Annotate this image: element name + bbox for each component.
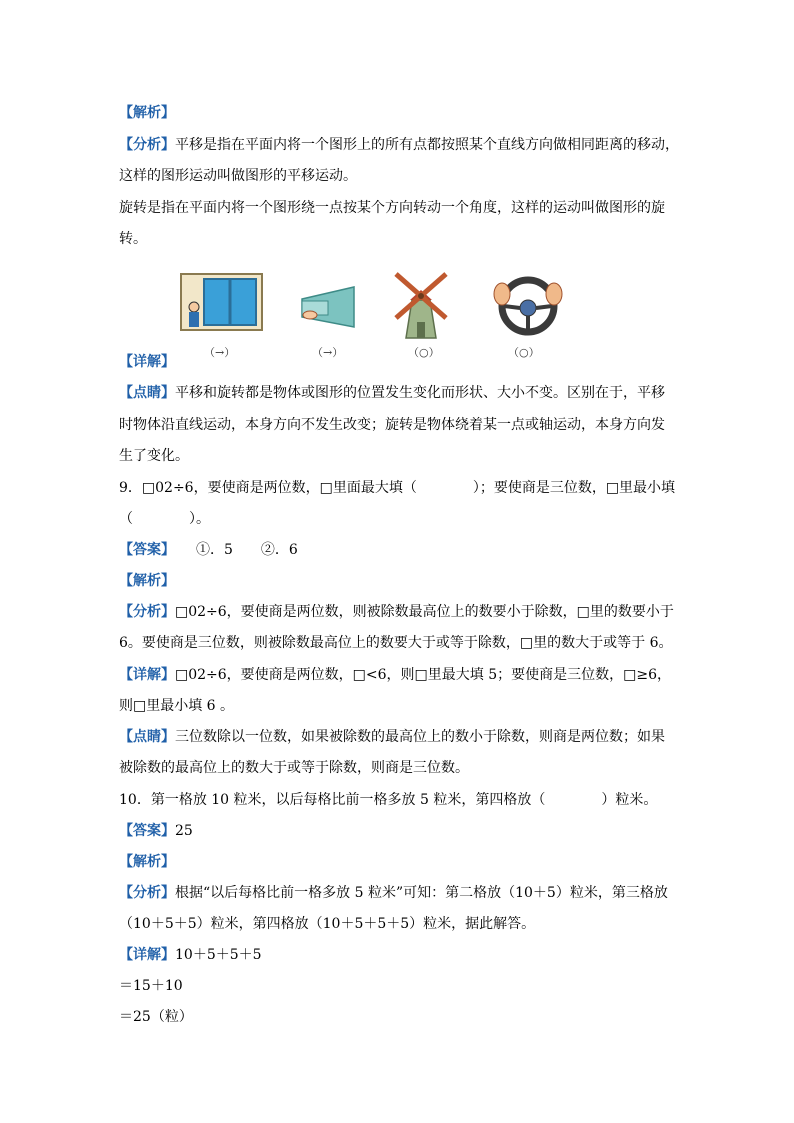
analysis-line-2: [119, 166, 357, 186]
analysis-line-1: [119, 135, 679, 155]
analysis-9-line-2: [119, 633, 673, 653]
text: 9．□02÷6，要使商是两位数，□里面最大填（ ）；要使商是三位数，□里最小填: [119, 480, 676, 496]
section-tag: 【详解】: [119, 667, 175, 683]
text: 旋转是指在平面内将一个图形绕一点按某个方向转动一个角度，这样的运动叫做图形的旋: [119, 200, 665, 216]
wheel-caption: （○）: [508, 346, 540, 359]
text: □02÷6，要使商是两位数，则被除数最高位上的数要小于除数，□里的数要小于: [175, 604, 674, 620]
text: 25: [175, 823, 193, 839]
text: 转。: [119, 231, 147, 247]
text: ＝15＋10: [119, 978, 183, 994]
note-line-1: [119, 383, 665, 403]
answer-10: [119, 821, 193, 841]
analysis-line-4: [119, 229, 147, 249]
analysis-10-line-2: [119, 914, 535, 934]
section-tag: 【点睛】: [119, 729, 175, 745]
note-9-line-2: [119, 758, 469, 778]
section-tag: 【分析】: [119, 885, 175, 901]
text: 则□里最小填 6 。: [119, 698, 235, 714]
text: 10．第一格放 10 粒米，以后每格比前一格多放 5 粒米，第四格放（ ）粒米。: [119, 792, 658, 808]
text: 三位数除以一位数，如果被除数的最高位上的数小于除数，则商是两位数；如果: [175, 729, 665, 745]
text: 平移是指在平面内将一个图形上的所有点都按照某个直线方向做相同距离的移动，: [175, 137, 679, 153]
section-tag: 【分析】: [119, 604, 175, 620]
note-line-2: [119, 415, 665, 435]
question-9-line-1: [119, 478, 675, 498]
drawer-caption: （→）: [312, 346, 344, 359]
window-figure: [180, 273, 265, 335]
heading-jiexi-3: [119, 852, 175, 872]
text: （10＋5＋5）粒米，第四格放（10＋5＋5＋5）粒米，据此解答。: [119, 916, 536, 932]
text: 生了变化。: [119, 448, 189, 464]
analysis-9-line-1: [119, 602, 674, 622]
section-tag: 【分析】: [119, 137, 175, 153]
windmill-caption: （○）: [408, 346, 440, 359]
detail-10-line-2: [119, 976, 183, 996]
heading-xiangjie-1: [119, 352, 175, 372]
section-tag: 【详解】: [119, 354, 175, 370]
note-9-line-1: [119, 727, 665, 747]
drawer-figure: [298, 283, 358, 333]
section-tag: 【解析】: [119, 573, 175, 589]
section-tag: 【详解】: [119, 947, 175, 963]
text: 6。要使商是三位数，则被除数最高位上的数要大于或等于除数，□里的数大于或等于 6。: [119, 635, 673, 651]
text: 这样的图形运动叫做图形的平移运动。: [119, 168, 357, 184]
windmill-figure: [388, 268, 454, 340]
motion-figures: [180, 268, 580, 368]
detail-9-line-2: [119, 696, 234, 716]
text: 10＋5＋5＋5: [175, 947, 262, 963]
text: 平移和旋转都是物体或图形的位置发生变化而形状、大小不变。区别在于，平移: [175, 385, 665, 401]
text: 被除数的最高位上的数大于或等于除数，则商是三位数。: [119, 760, 469, 776]
detail-9-line-1: [119, 665, 671, 685]
text: （ ）。: [119, 511, 210, 527]
answer-9: [119, 540, 298, 560]
section-tag: 【答案】: [119, 542, 168, 558]
analysis-line-3: [119, 198, 665, 218]
section-tag: 【解析】: [119, 854, 175, 870]
text: 时物体沿直线运动，本身方向不发生改变；旋转是物体绕着某一点或轴运动，本身方向发: [119, 417, 665, 433]
section-tag: 【答案】: [119, 823, 175, 839]
text: ＝25（粒）: [119, 1009, 193, 1025]
question-10: [119, 790, 657, 810]
analysis-10-line-1: [119, 883, 668, 903]
section-tag: 【点睛】: [119, 385, 175, 401]
heading-jiexi-1: [119, 103, 175, 123]
heading-jiexi-2: [119, 571, 175, 591]
window-caption: （→）: [204, 346, 236, 359]
text: ①．5 ②．6: [168, 542, 298, 558]
detail-10-line-1: [119, 945, 262, 965]
question-9-line-2: [119, 509, 210, 529]
note-line-3: [119, 446, 189, 466]
detail-10-line-3: [119, 1007, 193, 1027]
steering-wheel-figure: [488, 272, 568, 338]
section-tag: 【解析】: [119, 105, 175, 121]
text: 根据“以后每格比前一格多放 5 粒米”可知：第二格放（10＋5）粒米，第三格放: [175, 885, 668, 901]
text: □02÷6，要使商是两位数，□<6，则□里最大填 5；要使商是三位数，□≥6，: [175, 667, 671, 683]
